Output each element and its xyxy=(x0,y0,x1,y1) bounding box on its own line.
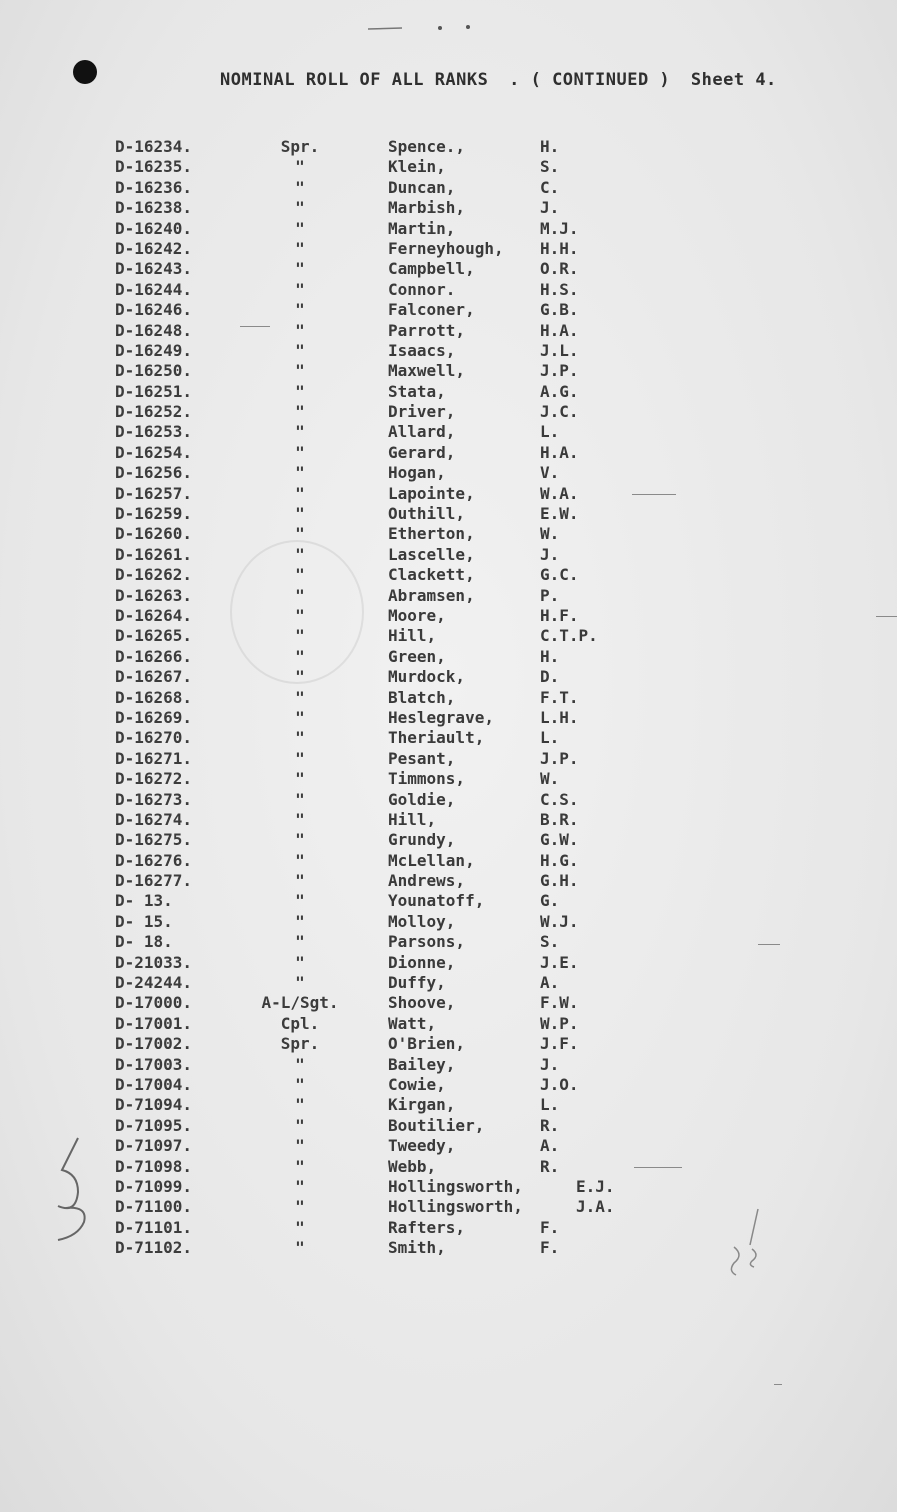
rank: A-L/Sgt. xyxy=(261,993,339,1013)
service-number: D-16271. xyxy=(115,748,193,768)
service-number: D-16259. xyxy=(115,504,193,524)
service-number: D-16248. xyxy=(115,320,193,340)
surname: Timmons, xyxy=(388,769,466,789)
service-number: D-16238. xyxy=(115,198,193,218)
rank: " xyxy=(295,381,305,401)
roll-entry xyxy=(0,137,897,157)
service-number: D-16272. xyxy=(115,769,193,789)
initials: G.B. xyxy=(540,300,579,320)
roll-entry xyxy=(0,626,897,646)
roll-entry xyxy=(0,504,897,524)
surname: Outhill, xyxy=(388,504,466,524)
page-header xyxy=(220,70,787,90)
roll-entry xyxy=(0,1116,897,1136)
roll-entry xyxy=(0,851,897,871)
surname: Etherton, xyxy=(388,524,475,544)
initials: A.G. xyxy=(540,381,579,401)
initials: R. xyxy=(540,1156,560,1176)
roll-entry xyxy=(0,953,897,973)
surname: Blatch, xyxy=(388,687,456,707)
margin-rule xyxy=(240,326,270,327)
initials: S. xyxy=(540,157,560,177)
rank: " xyxy=(295,238,305,258)
service-number: D-16277. xyxy=(115,871,193,891)
surname: McLellan, xyxy=(388,850,475,870)
surname: Marbish, xyxy=(388,198,466,218)
surname: Molloy, xyxy=(388,911,456,931)
surname: Abramsen, xyxy=(388,585,475,605)
service-number: D-16242. xyxy=(115,238,193,258)
initials: O.R. xyxy=(540,259,579,279)
roll-entry xyxy=(0,667,897,687)
service-number: D-71097. xyxy=(115,1136,193,1156)
surname: Moore, xyxy=(388,605,446,625)
service-number: D-17000. xyxy=(115,993,193,1013)
roll-entry xyxy=(0,912,897,932)
roll-entry xyxy=(0,1095,897,1115)
roll-entry xyxy=(0,830,897,850)
surname: Klein, xyxy=(388,157,446,177)
rank: " xyxy=(295,279,305,299)
initials: L. xyxy=(540,1095,560,1115)
initials: G. xyxy=(540,891,560,911)
roll-entry xyxy=(0,565,897,585)
service-number: D- 13. xyxy=(115,891,173,911)
rank: " xyxy=(295,320,305,340)
roll-entry xyxy=(0,1055,897,1075)
rank: " xyxy=(295,1074,305,1094)
rank: " xyxy=(295,585,305,605)
initials: C.T.P. xyxy=(540,626,598,646)
service-number: D-16263. xyxy=(115,585,193,605)
service-number: D-16275. xyxy=(115,830,193,850)
roll-entry xyxy=(0,382,897,402)
roll-entry xyxy=(0,545,897,565)
service-number: D-17003. xyxy=(115,1054,193,1074)
initials: D. xyxy=(540,667,560,687)
service-number: D-16261. xyxy=(115,544,193,564)
initials: P. xyxy=(540,585,560,605)
initials: J. xyxy=(540,198,560,218)
roll-entry xyxy=(0,871,897,891)
rank: " xyxy=(295,952,305,972)
surname: Maxwell, xyxy=(388,361,466,381)
initials: S. xyxy=(540,932,560,952)
roll-entry xyxy=(0,891,897,911)
initials: J. xyxy=(540,544,560,564)
header-title: NOMINAL ROLL OF ALL RANKS xyxy=(220,70,489,90)
initials: H.S. xyxy=(540,279,579,299)
rank: " xyxy=(295,544,305,564)
initials: W.P. xyxy=(540,1013,579,1033)
rank: " xyxy=(295,218,305,238)
rank: " xyxy=(295,1238,305,1258)
rank: " xyxy=(295,1197,305,1217)
surname: Connor. xyxy=(388,279,456,299)
surname: Andrews, xyxy=(388,871,466,891)
service-number: D- 15. xyxy=(115,911,173,931)
rank: " xyxy=(295,1176,305,1196)
surname: Gerard, xyxy=(388,442,456,462)
surname: Duffy, xyxy=(388,973,446,993)
roll-entry xyxy=(0,586,897,606)
initials: H. xyxy=(540,137,560,156)
surname: Parrott, xyxy=(388,320,466,340)
service-number: D-16270. xyxy=(115,728,193,748)
roll-entry xyxy=(0,769,897,789)
service-number: D-16260. xyxy=(115,524,193,544)
roll-entry xyxy=(0,198,897,218)
roll-entry xyxy=(0,993,897,1013)
service-number: D-16254. xyxy=(115,442,193,462)
roll-entry xyxy=(0,300,897,320)
roll-entry xyxy=(0,1034,897,1054)
margin-rule xyxy=(632,494,676,495)
rank: " xyxy=(295,646,305,666)
rank: " xyxy=(295,748,305,768)
roll-entry xyxy=(0,810,897,830)
initials: A. xyxy=(540,973,560,993)
surname: Heslegrave, xyxy=(388,707,494,727)
surname: Hollingsworth, xyxy=(388,1197,523,1217)
service-number: D-16244. xyxy=(115,279,193,299)
surname: Lapointe, xyxy=(388,483,475,503)
initials: J.P. xyxy=(540,361,579,381)
surname: Smith, xyxy=(388,1238,446,1258)
initials: V. xyxy=(540,463,560,483)
rank: " xyxy=(295,442,305,462)
service-number: D-17001. xyxy=(115,1013,193,1033)
roll-entry xyxy=(0,178,897,198)
service-number: D-17002. xyxy=(115,1034,193,1054)
surname: Goldie, xyxy=(388,789,456,809)
surname: Murdock, xyxy=(388,667,466,687)
service-number: D-16253. xyxy=(115,422,193,442)
service-number: D-17004. xyxy=(115,1074,193,1094)
rank: " xyxy=(295,687,305,707)
service-number: D-16246. xyxy=(115,300,193,320)
initials: H.F. xyxy=(540,605,579,625)
service-number: D-16276. xyxy=(115,850,193,870)
service-number: D-16243. xyxy=(115,259,193,279)
surname: O'Brien, xyxy=(388,1034,466,1054)
service-number: D-16265. xyxy=(115,626,193,646)
service-number: D-71098. xyxy=(115,1156,193,1176)
initials: L.H. xyxy=(540,707,579,727)
surname: Cowie, xyxy=(388,1074,446,1094)
roll-entry xyxy=(0,157,897,177)
service-number: D-16256. xyxy=(115,463,193,483)
surname: Pesant, xyxy=(388,748,456,768)
surname: Dionne, xyxy=(388,952,456,972)
surname: Watt, xyxy=(388,1013,437,1033)
surname: Kirgan, xyxy=(388,1095,456,1115)
initials: F. xyxy=(540,1217,560,1237)
surname: Spence., xyxy=(388,137,466,156)
surname: Grundy, xyxy=(388,830,456,850)
roll-entry xyxy=(0,1136,897,1156)
initials: G.H. xyxy=(540,871,579,891)
rank: " xyxy=(295,402,305,422)
initials: F. xyxy=(540,1238,560,1258)
initials: J.E. xyxy=(540,952,579,972)
initials: B.R. xyxy=(540,809,579,829)
service-number: D-16252. xyxy=(115,402,193,422)
initials: G.W. xyxy=(540,830,579,850)
surname: Hogan, xyxy=(388,463,446,483)
handwritten-folio-55 xyxy=(720,1205,770,1280)
initials: G.C. xyxy=(540,565,579,585)
service-number: D-16234. xyxy=(115,137,193,156)
roll-entry xyxy=(0,728,897,748)
rank: " xyxy=(295,504,305,524)
surname: Isaacs, xyxy=(388,340,456,360)
surname: Shoove, xyxy=(388,993,456,1013)
rank: Cpl. xyxy=(280,1013,320,1033)
initials: J.P. xyxy=(540,748,579,768)
rank: " xyxy=(295,1217,305,1237)
surname: Boutilier, xyxy=(388,1115,485,1135)
roll-entry xyxy=(0,341,897,361)
handwritten-folio-53 xyxy=(48,1130,98,1245)
rank: " xyxy=(295,932,305,952)
initials: F.T. xyxy=(540,687,579,707)
top-ink-mark xyxy=(368,24,478,32)
roll-entry xyxy=(0,1014,897,1034)
rank: " xyxy=(295,1115,305,1135)
service-number: D-71094. xyxy=(115,1095,193,1115)
surname: Falconer, xyxy=(388,300,475,320)
rank: " xyxy=(295,1156,305,1176)
surname: Younatoff, xyxy=(388,891,485,911)
roll-entry xyxy=(0,708,897,728)
roll-entry xyxy=(0,361,897,381)
surname: Theriault, xyxy=(388,728,485,748)
roll-entry xyxy=(0,606,897,626)
surname: Hill, xyxy=(388,809,437,829)
initials: L. xyxy=(540,728,560,748)
rank: " xyxy=(295,707,305,727)
rank: " xyxy=(295,1054,305,1074)
service-number: D-16262. xyxy=(115,565,193,585)
rank: " xyxy=(295,259,305,279)
rank: " xyxy=(295,565,305,585)
initials: E.J. xyxy=(576,1176,615,1196)
rank: " xyxy=(295,300,305,320)
initials: H.H. xyxy=(540,238,579,258)
surname: Campbell, xyxy=(388,259,475,279)
rank: " xyxy=(295,871,305,891)
rank: " xyxy=(295,524,305,544)
initials: W. xyxy=(540,524,560,544)
service-number: D-16236. xyxy=(115,177,193,197)
surname: Hollingsworth, xyxy=(388,1176,523,1196)
roll-entry xyxy=(0,259,897,279)
rank: " xyxy=(295,728,305,748)
roll-entry xyxy=(0,443,897,463)
service-number: D-71102. xyxy=(115,1238,193,1258)
surname: Lascelle, xyxy=(388,544,475,564)
nominal-roll-list xyxy=(0,137,897,1258)
roll-entry xyxy=(0,973,897,993)
header-continued: . ( CONTINUED ) xyxy=(509,70,671,90)
initials: H. xyxy=(540,646,560,666)
rank: " xyxy=(295,626,305,646)
service-number: D-16266. xyxy=(115,646,193,666)
roll-entry xyxy=(0,749,897,769)
surname: Clackett, xyxy=(388,565,475,585)
service-number: D-71100. xyxy=(115,1197,193,1217)
service-number: D- 18. xyxy=(115,932,173,952)
roll-entry xyxy=(0,932,897,952)
surname: Bailey, xyxy=(388,1054,456,1074)
service-number: D-16240. xyxy=(115,218,193,238)
service-number: D-16274. xyxy=(115,809,193,829)
service-number: D-24244. xyxy=(115,973,193,993)
rank: " xyxy=(295,830,305,850)
service-number: D-16250. xyxy=(115,361,193,381)
roll-entry xyxy=(0,647,897,667)
service-number: D-21033. xyxy=(115,952,193,972)
rank: " xyxy=(295,1095,305,1115)
rank: " xyxy=(295,809,305,829)
service-number: D-16251. xyxy=(115,381,193,401)
rank: " xyxy=(295,198,305,218)
initials: W.A. xyxy=(540,483,579,503)
surname: Parsons, xyxy=(388,932,466,952)
initials: L. xyxy=(540,422,560,442)
roll-entry xyxy=(0,422,897,442)
rank: " xyxy=(295,667,305,687)
rank: Spr. xyxy=(280,1034,320,1054)
service-number: D-71095. xyxy=(115,1115,193,1135)
surname: Green, xyxy=(388,646,446,666)
initials: W.J. xyxy=(540,911,579,931)
roll-entry xyxy=(0,484,897,504)
initials: C. xyxy=(540,177,560,197)
service-number: D-71099. xyxy=(115,1176,193,1196)
rank: " xyxy=(295,789,305,809)
margin-rule xyxy=(876,616,897,617)
rank: " xyxy=(295,605,305,625)
service-number: D-16235. xyxy=(115,157,193,177)
initials: E.W. xyxy=(540,504,579,524)
service-number: D-16273. xyxy=(115,789,193,809)
initials: A. xyxy=(540,1136,560,1156)
punch-hole xyxy=(73,60,97,84)
roll-entry xyxy=(0,1177,897,1197)
rank: " xyxy=(295,361,305,381)
initials: W. xyxy=(540,769,560,789)
surname: Allard, xyxy=(388,422,456,442)
roll-entry xyxy=(0,1075,897,1095)
roll-entry xyxy=(0,219,897,239)
margin-rule xyxy=(634,1167,682,1168)
initials: R. xyxy=(540,1115,560,1135)
rank: " xyxy=(295,911,305,931)
rank: " xyxy=(295,157,305,177)
roll-entry xyxy=(0,280,897,300)
surname: Rafters, xyxy=(388,1217,466,1237)
service-number: D-16268. xyxy=(115,687,193,707)
service-number: D-16249. xyxy=(115,340,193,360)
initials: J.C. xyxy=(540,402,579,422)
surname: Driver, xyxy=(388,402,456,422)
surname: Martin, xyxy=(388,218,456,238)
initials: J.F. xyxy=(540,1034,579,1054)
rank: " xyxy=(295,483,305,503)
surname: Stata, xyxy=(388,381,446,401)
initials: J.A. xyxy=(576,1197,615,1217)
rank: Spr. xyxy=(280,137,320,156)
roll-entry xyxy=(0,463,897,483)
initials: H.A. xyxy=(540,320,579,340)
rank: " xyxy=(295,891,305,911)
rank: " xyxy=(295,177,305,197)
initials: F.W. xyxy=(540,993,579,1013)
initials: C.S. xyxy=(540,789,579,809)
rank: " xyxy=(295,850,305,870)
surname: Tweedy, xyxy=(388,1136,456,1156)
roll-entry xyxy=(0,1157,897,1177)
surname: Hill, xyxy=(388,626,437,646)
initials: H.A. xyxy=(540,442,579,462)
margin-rule xyxy=(758,944,780,945)
rank: " xyxy=(295,463,305,483)
roll-entry xyxy=(0,790,897,810)
initials: M.J. xyxy=(540,218,579,238)
surname: Webb, xyxy=(388,1156,437,1176)
initials: H.G. xyxy=(540,850,579,870)
roll-entry xyxy=(0,688,897,708)
surname: Ferneyhough, xyxy=(388,238,504,258)
rank: " xyxy=(295,769,305,789)
service-number: D-71101. xyxy=(115,1217,193,1237)
rank: " xyxy=(295,340,305,360)
initials: J.O. xyxy=(540,1074,579,1094)
service-number: D-16257. xyxy=(115,483,193,503)
surname: Duncan, xyxy=(388,177,456,197)
service-number: D-16264. xyxy=(115,605,193,625)
roll-entry xyxy=(0,524,897,544)
initials: J.L. xyxy=(540,340,579,360)
roll-entry xyxy=(0,239,897,259)
rank: " xyxy=(295,973,305,993)
initials: J. xyxy=(540,1054,560,1074)
header-sheet: Sheet 4. xyxy=(690,70,777,90)
roll-entry xyxy=(0,321,897,341)
margin-rule xyxy=(774,1384,782,1385)
roll-entry xyxy=(0,402,897,422)
service-number: D-16267. xyxy=(115,667,193,687)
service-number: D-16269. xyxy=(115,707,193,727)
rank: " xyxy=(295,422,305,442)
rank: " xyxy=(295,1136,305,1156)
